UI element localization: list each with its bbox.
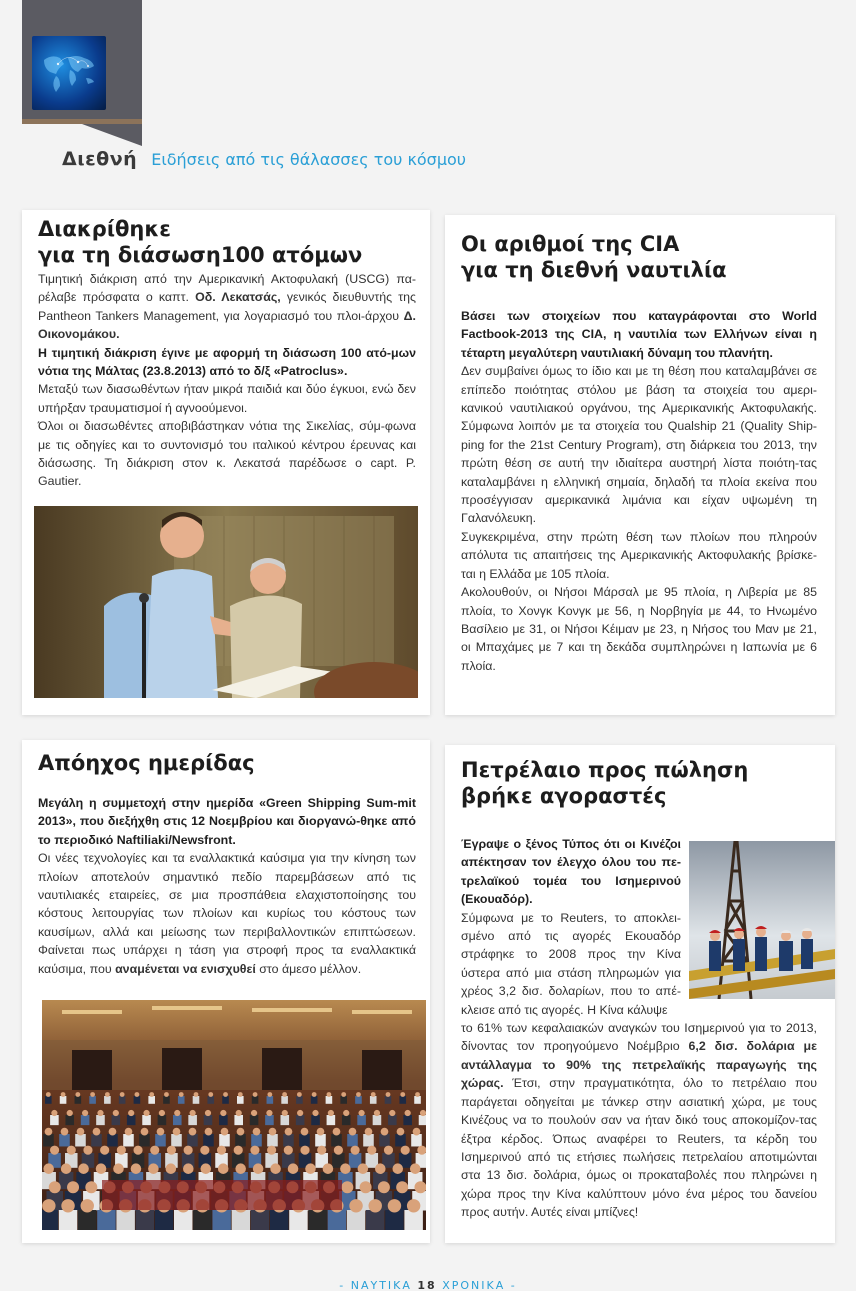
- audience-member: [289, 1210, 307, 1230]
- audience-head: [389, 1110, 395, 1116]
- section-subtitle: Ειδήσεις από τις θάλασσες του κόσμου: [151, 150, 467, 169]
- audience-head: [251, 1110, 257, 1116]
- audience-member: [327, 1115, 336, 1125]
- audience-member: [97, 1210, 115, 1230]
- audience-member: [355, 1096, 362, 1104]
- audience-head: [45, 1128, 53, 1136]
- audience-head: [109, 1128, 117, 1136]
- audience-head: [381, 1128, 389, 1136]
- audience-head: [166, 1163, 177, 1174]
- article-title-line1: Πετρέλαιο προς πώληση: [461, 758, 749, 782]
- audience-head: [365, 1128, 373, 1136]
- audience-head: [83, 1146, 92, 1155]
- audience-head: [400, 1092, 405, 1097]
- audience-head: [235, 1163, 246, 1174]
- conference-audience-photo: [42, 1000, 426, 1230]
- audience-member: [142, 1115, 151, 1125]
- article-title: [461, 757, 748, 810]
- audience-head: [333, 1128, 341, 1136]
- article-title: [38, 216, 362, 269]
- audience-member: [326, 1096, 333, 1104]
- audience-head: [100, 1146, 109, 1155]
- audience-member: [96, 1115, 105, 1125]
- audience-head: [105, 1092, 110, 1097]
- audience-member: [250, 1115, 259, 1125]
- audience-member: [123, 1134, 134, 1146]
- article-card-rescue-award: [22, 210, 430, 715]
- audience-member: [107, 1134, 118, 1146]
- paragraph: Ακολουθούν, οι Νήσοι Μάρσαλ με 95 πλοία, η Λιβερία με 85 πλοία, το Χονγκ Κονγκ με 56, η Νορβηγία με 44, το Ηνωμένο Βασίλειο με 31, οι Νήσοι Κέιμαν με 23, η Νήσος του Μαν με 21, οι Μπαχάμες με 7 και τη δεκάδα συμπληρώνει η Ιαπωνία με 6 πλοία.: [461, 585, 817, 673]
- audience-head: [369, 1199, 382, 1212]
- audience-member: [155, 1210, 173, 1230]
- audience-head: [415, 1092, 420, 1097]
- audience-head: [190, 1110, 196, 1116]
- audience-head: [343, 1110, 349, 1116]
- audience-head: [96, 1163, 107, 1174]
- header-tab-notch: [22, 124, 142, 146]
- audience-head: [113, 1110, 119, 1116]
- audience-member: [357, 1115, 366, 1125]
- audience-member: [171, 1134, 182, 1146]
- audience-head: [253, 1128, 261, 1136]
- article-card-cia-shipping: [445, 215, 835, 715]
- paragraph-lead: Μεγάλη η συμμετοχή στην ημερίδα «Green Shipping Sum-mit 2013», που διεξήχθη στις 12 Νοεμβρίου και διοργανώ-θηκε από το περιοδικό Naftiliaki/Newsfront.: [38, 796, 416, 847]
- audience-head: [61, 1092, 66, 1097]
- audience-head: [358, 1110, 364, 1116]
- paragraph-bold: Η τιμητική διάκριση έγινε με αφορμή τη διάσωση 100 ατό-μων νότια της Μάλτας (23.8.2013) από το δ/ξ «Patroclus».: [38, 345, 416, 379]
- audience-head: [49, 1181, 61, 1193]
- audience-member: [404, 1210, 422, 1230]
- audience-head: [360, 1181, 372, 1193]
- audience-head: [82, 1110, 88, 1116]
- audience-head: [173, 1128, 181, 1136]
- audience-member: [78, 1210, 96, 1230]
- audience-member: [385, 1210, 403, 1230]
- audience-head: [67, 1110, 73, 1116]
- audience-member: [89, 1096, 96, 1104]
- article-body: [461, 835, 817, 1222]
- audience-member: [267, 1096, 274, 1104]
- article-card-conference: [22, 740, 430, 1243]
- section-header: [62, 148, 466, 170]
- audience-head: [270, 1163, 281, 1174]
- audience-member: [60, 1096, 67, 1104]
- audience-member: [222, 1096, 229, 1104]
- audience-member: [388, 1115, 397, 1125]
- audience-head: [420, 1110, 426, 1116]
- text-run: γενικός διευθυντής της Pantheon Tankers Management, για λογαριασμό του πλοι-άρχου: [38, 290, 416, 323]
- audience-head: [378, 1181, 390, 1193]
- article-title: [461, 231, 727, 284]
- audience-head: [174, 1110, 180, 1116]
- audience-member: [188, 1115, 197, 1125]
- audience-head: [253, 1092, 258, 1097]
- audience-head: [135, 1092, 140, 1097]
- audience-head: [75, 1092, 80, 1097]
- audience-member: [235, 1134, 246, 1146]
- article-card-oil-sale: [445, 745, 835, 1243]
- audience-member: [75, 1134, 86, 1146]
- audience-member: [203, 1134, 214, 1146]
- audience-head: [288, 1163, 299, 1174]
- paragraph: Δεν συμβαίνει όμως το ίδιο και με τη θέση που καταλαμβάνει σε επίπεδο ποιότητας στόλου με βάση τα στοιχεία του αμερι-κανικού ναυτιλιακού οργάνου, της Αμερικανικής Ακτοφυλακής. Σύμφωνα λοιπόν με τα στοιχεία του Qualship 21 (Quality Ship-ping for the 21st Century Program), στη διάρκεια του 2013, την πρώτη θέση σε αυτή την ιδιαίτερα αυστηρή λίστα ποιότη-τας καταλαμβάνει η ελληνική σημαία, δηλαδή τα πλοία εκείνα που προσέγγισαν αμερικανικά λιμάνια και είχαν υψωμένη τη Γαλανόλευκη.: [461, 364, 817, 526]
- audience-head: [253, 1163, 264, 1174]
- audience-member: [419, 1115, 426, 1125]
- audience-head: [200, 1146, 209, 1155]
- audience-member: [308, 1210, 326, 1230]
- article-title-line2: για τη διάσωση100 ατόμων: [38, 243, 363, 268]
- audience-member: [219, 1134, 230, 1146]
- audience-member: [411, 1134, 422, 1146]
- audience-head: [218, 1163, 229, 1174]
- audience-member: [370, 1096, 377, 1104]
- audience-member: [119, 1096, 126, 1104]
- article-title-line1: Διακρίθηκε: [38, 217, 171, 241]
- audience-head: [297, 1092, 302, 1097]
- audience-head: [93, 1128, 101, 1136]
- audience-member: [237, 1096, 244, 1104]
- audience-member: [59, 1134, 70, 1146]
- article-body: [461, 307, 817, 675]
- article-title-line2: για τη διεθνή ναυτιλία: [461, 258, 727, 283]
- text-run: το 61% των κεφαλαιακών αναγκών του Ισημερινού για το 2013, δίνοντας τον προηγούμενο Νοέμβριο: [461, 1021, 817, 1054]
- audience-head: [267, 1092, 272, 1097]
- audience-head: [97, 1110, 103, 1116]
- audience-head: [250, 1146, 259, 1155]
- audience-head: [356, 1092, 361, 1097]
- audience-member: [91, 1134, 102, 1146]
- article-title: Απόηχος ημερίδας: [38, 751, 255, 775]
- audience-head: [374, 1110, 380, 1116]
- audience-member: [251, 1134, 262, 1146]
- article-body: [38, 270, 416, 491]
- audience-member: [234, 1115, 243, 1125]
- audience-member: [204, 1115, 213, 1125]
- audience-head: [269, 1128, 277, 1136]
- article-title-line1: Οι αριθμοί της CIA: [461, 232, 680, 256]
- audience-member: [414, 1096, 421, 1104]
- audience-head: [405, 1110, 411, 1116]
- text-run: Έτσι, στην πραγματικότητα, όλο το πετρέλαιο που παράγεται οδηγείται με τάνκερ στην ασιατική χώρα, με τους Κινέζους να το πουλούν σαν να ήταν δικό τους αποκομίζον-τας έξτρα κέρδος. Όπως αναφέρει το Reuters, τα κέρδη του Ισημερινού από τις ετήσιες πωλήσεις πετρελαίου αποτιμώνται στα 13 δισ. δολάρια, όμως οι προκαταβολές που πληρώνει η χώρα προς την Κίνα καλύπτουν μόνο ένα μέρος του δανείου προς αυτήν. Αυτές είναι μπίζνες!: [461, 1076, 817, 1220]
- audience-head: [401, 1146, 410, 1155]
- audience-head: [317, 1128, 325, 1136]
- audience-head: [349, 1128, 357, 1136]
- audience-member: [134, 1096, 141, 1104]
- audience-head: [143, 1110, 149, 1116]
- audience-head: [67, 1146, 76, 1155]
- audience-member: [232, 1210, 250, 1230]
- audience-member: [219, 1115, 228, 1125]
- audience-head: [205, 1128, 213, 1136]
- audience-head: [234, 1146, 243, 1155]
- audience-head: [328, 1110, 334, 1116]
- paragraph: Όλοι οι διασωθέντες αποβιβάστηκαν νότια της Σικελίας, σύμ-φωνα με τις οδηγίες και το συντονισμό του ιταλικού κέντρου έρευνας και διάσωσης. Τη διάκριση στον κ. Λεκατσά παρέδωσε ο capt. P. Gautier.: [38, 419, 416, 489]
- audience-head: [358, 1163, 369, 1174]
- audience-member: [50, 1115, 59, 1125]
- audience-head: [205, 1110, 211, 1116]
- name-bold: Δ. Οικονομάκου.: [38, 308, 416, 342]
- section-title: Διεθνή: [62, 148, 138, 170]
- audience-member: [193, 1096, 200, 1104]
- audience-member: [311, 1115, 320, 1125]
- audience-member: [187, 1134, 198, 1146]
- audience-head: [113, 1163, 124, 1174]
- audience-head: [349, 1199, 362, 1212]
- audience-head: [133, 1146, 142, 1155]
- audience-head: [305, 1163, 316, 1174]
- audience-head: [297, 1110, 303, 1116]
- audience-head: [78, 1163, 89, 1174]
- audience-head: [67, 1181, 79, 1193]
- audience-head: [340, 1163, 351, 1174]
- audience-head: [351, 1146, 360, 1155]
- audience-member: [155, 1134, 166, 1146]
- paragraph: Συγκεκριμένα, στην πρώτη θέση των πλοίων που πληρούν απόλυτα τις απαιτήσεις της Αμερικανικής Ακτοφυλακής βρίσκε-ται η Ελλάδα με 105 πλοία.: [461, 529, 817, 581]
- audience-head: [367, 1146, 376, 1155]
- audience-head: [157, 1128, 165, 1136]
- audience-head: [282, 1110, 288, 1116]
- audience-member: [296, 1115, 305, 1125]
- audience-head: [312, 1092, 317, 1097]
- audience-head: [266, 1110, 272, 1116]
- audience-head: [167, 1146, 176, 1155]
- paragraph-lead: Βάσει των στοιχείων που καταγράφονται στο World Factbook-2013 της CIA, η ναυτιλία των Ελλήνων είναι η τέταρτη μεγαλύτερη ναυτιλιακή δύναμη του πλανήτη.: [461, 309, 817, 360]
- audience-head: [194, 1092, 199, 1097]
- audience-head: [61, 1128, 69, 1136]
- audience-member: [281, 1096, 288, 1104]
- audience-member: [45, 1096, 52, 1104]
- audience-member: [158, 1115, 167, 1125]
- audience-member: [399, 1096, 406, 1104]
- audience-member: [315, 1134, 326, 1146]
- audience-head: [131, 1163, 142, 1174]
- paragraph: Σύμφωνα με το Reuters, το αποκλει-σμένο από τις αγορές Εκουαδόρ στράφηκε το 2008 προς την Κίνα ύστερα από μια στάση πληρωμών για χρέος 3,2 δισ. δολαρίων, που το απέ-κλεισε από τις αγορές. Η Κίνα κάλυψε: [461, 910, 681, 1017]
- audience-head: [43, 1163, 54, 1174]
- audience-member: [385, 1096, 392, 1104]
- audience-head: [46, 1092, 51, 1097]
- audience-head: [413, 1128, 421, 1136]
- audience-head: [51, 1110, 57, 1116]
- footer-right: ΧΡΟΝΙΚΑ -: [436, 1279, 517, 1291]
- audience-head: [341, 1181, 353, 1193]
- audience-member: [59, 1210, 77, 1230]
- audience-head: [410, 1163, 421, 1174]
- audience-member: [174, 1210, 192, 1230]
- audience-head: [327, 1092, 332, 1097]
- audience-head: [77, 1128, 85, 1136]
- audience-head: [223, 1092, 228, 1097]
- audience-head: [407, 1199, 420, 1212]
- audience-head: [392, 1163, 403, 1174]
- audience-head: [341, 1092, 346, 1097]
- audience-member: [81, 1115, 90, 1125]
- world-map-graphic: [38, 50, 100, 94]
- audience-member: [281, 1115, 290, 1125]
- article-title-line2: βρήκε αγοραστές: [461, 784, 667, 809]
- audience-member: [212, 1210, 230, 1230]
- audience-member: [395, 1134, 406, 1146]
- audience-head: [236, 1110, 242, 1116]
- audience-head: [150, 1146, 159, 1155]
- audience-head: [141, 1128, 149, 1136]
- audience-member: [373, 1115, 382, 1125]
- audience-head: [61, 1163, 72, 1174]
- text-run: Τιμητική διάκριση από την Αμερικανική Ακτοφυλακή (USCG) πα-ρέλαβε πρόσφατα ο καπτ.: [38, 272, 416, 305]
- audience-member: [148, 1096, 155, 1104]
- text-run: στο άμεσο μέλλον.: [255, 961, 362, 976]
- paragraph: [38, 849, 416, 978]
- audience-member: [65, 1115, 74, 1125]
- audience-member: [112, 1115, 121, 1125]
- audience-member: [403, 1115, 412, 1125]
- text-bold: 6,2 δισ. δολάρια με αντάλλαγμα το 90% της πετρελαϊκής παραγωγής της χώρας.: [461, 1039, 817, 1091]
- audience-head: [237, 1128, 245, 1136]
- audience-head: [386, 1092, 391, 1097]
- paragraph: [38, 270, 416, 344]
- audience-head: [184, 1146, 193, 1155]
- audience-head: [317, 1146, 326, 1155]
- paragraph: Μεταξύ των διασωθέντων ήταν μικρά παιδιά και δύο έγκυοι, ενώ δεν υπήρξαν τραυματισμοί ή αγνοούμενοι.: [38, 382, 416, 415]
- audience-head: [149, 1092, 154, 1097]
- audience-member: [331, 1134, 342, 1146]
- audience-head: [375, 1163, 386, 1174]
- audience-head: [397, 1128, 405, 1136]
- audience-member: [173, 1115, 182, 1125]
- audience-head: [50, 1146, 59, 1155]
- audience-head: [384, 1146, 393, 1155]
- audience-member: [299, 1134, 310, 1146]
- audience-head: [164, 1092, 169, 1097]
- audience-head: [81, 1199, 94, 1212]
- page-number: 18: [417, 1279, 437, 1291]
- audience-head: [61, 1199, 74, 1212]
- text-run: Οι νέες τεχνολογίες και τα εναλλακτικά καύσιμα για την κίνηση των πλοίων αποτελούν σημαντικό πεδίο παρεμβάσεων από τις ναυτιλιακές εταιρείες, σε μια προσπάθεια ελαχιστοποίησης του κόστους λειτουργίας των πλοίων και κυρίως του κόστους των καυσίμων, αλλά και μείωσης των περιβαλλοντικών επιπτώσεων. Φαίνεται πως υπάρχει η τάση για στροφή προς τα εναλλακτικά καύσιμα, που: [38, 851, 416, 976]
- audience-member: [311, 1096, 318, 1104]
- audience-member: [104, 1096, 111, 1104]
- audience-head: [148, 1163, 159, 1174]
- audience-head: [85, 1181, 97, 1193]
- article-body: [38, 794, 416, 978]
- audience-member: [270, 1210, 288, 1230]
- audience-member: [43, 1134, 54, 1146]
- audience-head: [285, 1128, 293, 1136]
- audience-head: [312, 1110, 318, 1116]
- paragraph-lead: Έγραψε ο ξένος Τύπος ότι οι Κινέζοι απέκτησαν τον έλεγχο όλου του πε-τρελαϊκού τομέα του Ισημερινού (Εκουαδόρ).: [461, 837, 681, 907]
- audience-head: [128, 1110, 134, 1116]
- paragraph: [461, 1019, 817, 1221]
- audience-member: [363, 1134, 374, 1146]
- name-bold: Οδ. Λεκατσάς,: [195, 290, 281, 305]
- audience-member: [42, 1210, 58, 1230]
- audience-head: [371, 1092, 376, 1097]
- audience-member: [75, 1096, 82, 1104]
- audience-member: [252, 1096, 259, 1104]
- audience-member: [347, 1134, 358, 1146]
- audience-head: [396, 1181, 408, 1193]
- audience-member: [296, 1096, 303, 1104]
- audience-member: [251, 1210, 269, 1230]
- audience-head: [323, 1163, 334, 1174]
- audience-member: [136, 1210, 154, 1230]
- audience-head: [221, 1128, 229, 1136]
- page-footer: [0, 1279, 856, 1291]
- audience-member: [265, 1115, 274, 1125]
- audience-head: [301, 1128, 309, 1136]
- audience-head: [183, 1163, 194, 1174]
- audience-member: [340, 1096, 347, 1104]
- audience-member: [127, 1115, 136, 1125]
- audience-head: [189, 1128, 197, 1136]
- audience-member: [328, 1210, 346, 1230]
- audience-head: [282, 1092, 287, 1097]
- audience-member: [178, 1096, 185, 1104]
- audience-head: [220, 1110, 226, 1116]
- audience-head: [414, 1181, 426, 1193]
- audience-member: [379, 1134, 390, 1146]
- audience-head: [200, 1163, 211, 1174]
- world-map-icon: [32, 36, 106, 110]
- audience-head: [217, 1146, 226, 1155]
- audience-head: [42, 1199, 55, 1212]
- audience-head: [90, 1092, 95, 1097]
- audience-head: [208, 1092, 213, 1097]
- audience-member: [163, 1096, 170, 1104]
- audience-member: [366, 1210, 384, 1230]
- audience-head: [238, 1092, 243, 1097]
- audience-member: [116, 1210, 134, 1230]
- audience-head: [117, 1146, 126, 1155]
- audience-member: [193, 1210, 211, 1230]
- audience-member: [283, 1134, 294, 1146]
- audience-member: [139, 1134, 150, 1146]
- audience-member: [347, 1210, 365, 1230]
- audience-head: [267, 1146, 276, 1155]
- audience-head: [300, 1146, 309, 1155]
- audience-head: [179, 1092, 184, 1097]
- award-ceremony-photo: [34, 506, 418, 698]
- audience-head: [388, 1199, 401, 1212]
- footer-left: - ΝΑΥΤΙΚΑ: [339, 1279, 418, 1291]
- audience-head: [284, 1146, 293, 1155]
- text-bold: αναμένεται να ενισχυθεί: [115, 961, 256, 976]
- audience-head: [159, 1110, 165, 1116]
- audience-member: [342, 1115, 351, 1125]
- audience-head: [120, 1092, 125, 1097]
- audience-member: [207, 1096, 214, 1104]
- audience-member: [267, 1134, 278, 1146]
- audience-head: [334, 1146, 343, 1155]
- audience-head: [125, 1128, 133, 1136]
